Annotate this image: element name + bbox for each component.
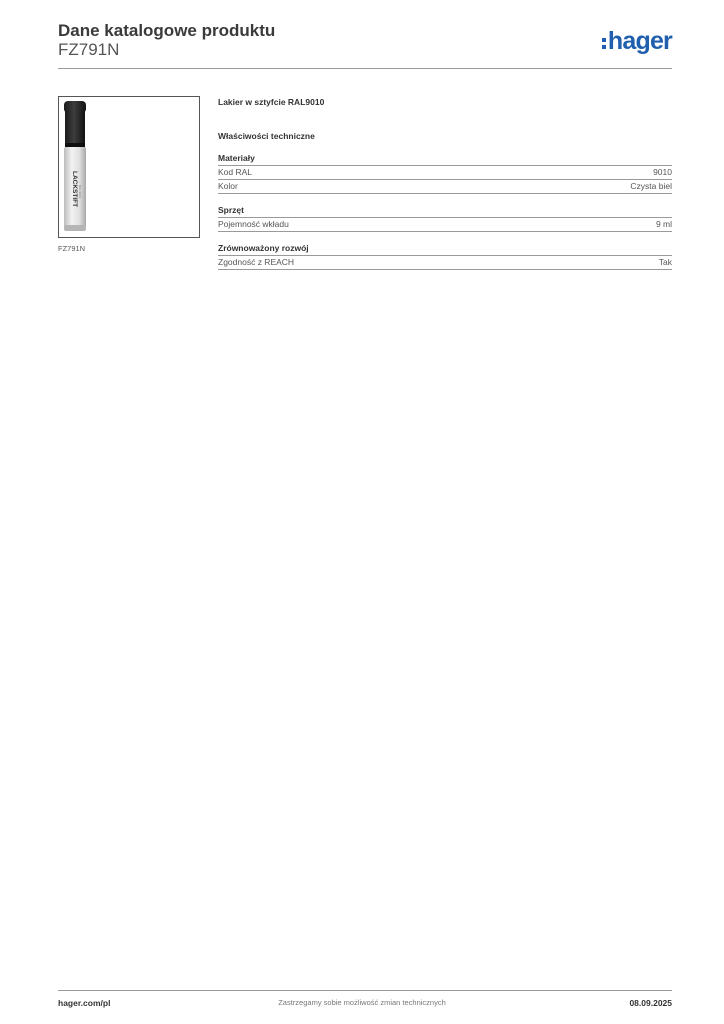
spec-row: [218, 166, 672, 180]
logo-text: hager: [607, 27, 672, 55]
spec-label: Kod RAL: [218, 167, 253, 177]
paint-pen-icon: [59, 97, 199, 237]
page-header: [58, 20, 672, 68]
logo-colon-icon: [602, 38, 606, 49]
hager-logo: [602, 26, 672, 56]
spec-row: [218, 256, 672, 270]
spec-group-equipment: [218, 204, 672, 232]
spec-value: 9010: [653, 167, 672, 177]
spec-group-title: Materiały: [218, 153, 255, 163]
spec-value: Tak: [658, 257, 672, 267]
spec-label: Zgodność z REACH: [218, 257, 295, 267]
header-divider: [58, 68, 672, 69]
spec-value: Czysta biel: [630, 181, 672, 191]
pen-label-text: LACKSTIFT: [71, 171, 78, 208]
footer-website-link[interactable]: hager.com/pl: [58, 998, 111, 1008]
spec-row: [218, 180, 672, 194]
product-name: Lakier w sztyfcie RAL9010: [218, 97, 325, 107]
image-caption: FZ791N: [58, 244, 86, 253]
spec-value: 9 ml: [655, 219, 672, 229]
footer-date: 08.09.2025: [629, 998, 672, 1008]
spec-group-materials: [218, 152, 672, 194]
spec-group-title: Sprzęt: [218, 205, 244, 215]
product-details: [218, 96, 672, 270]
footer-disclaimer: Zastrzegamy sobie możliwość zmian technicznych: [278, 998, 446, 1007]
product-code: FZ791N: [58, 40, 120, 59]
spec-group-sustainability: [218, 242, 672, 270]
pen-small-text: RAL 9010: [78, 185, 82, 199]
product-image: [58, 96, 200, 238]
document-title: Dane katalogowe produktu: [58, 21, 276, 40]
spec-group-title: Zrównoważony rozwój: [218, 243, 309, 253]
footer-divider: [58, 990, 672, 991]
spec-label: Pojemność wkładu: [218, 219, 289, 229]
spec-label: Kolor: [218, 181, 238, 191]
spec-row: [218, 218, 672, 232]
specs-heading: Właściwości techniczne: [218, 131, 315, 141]
